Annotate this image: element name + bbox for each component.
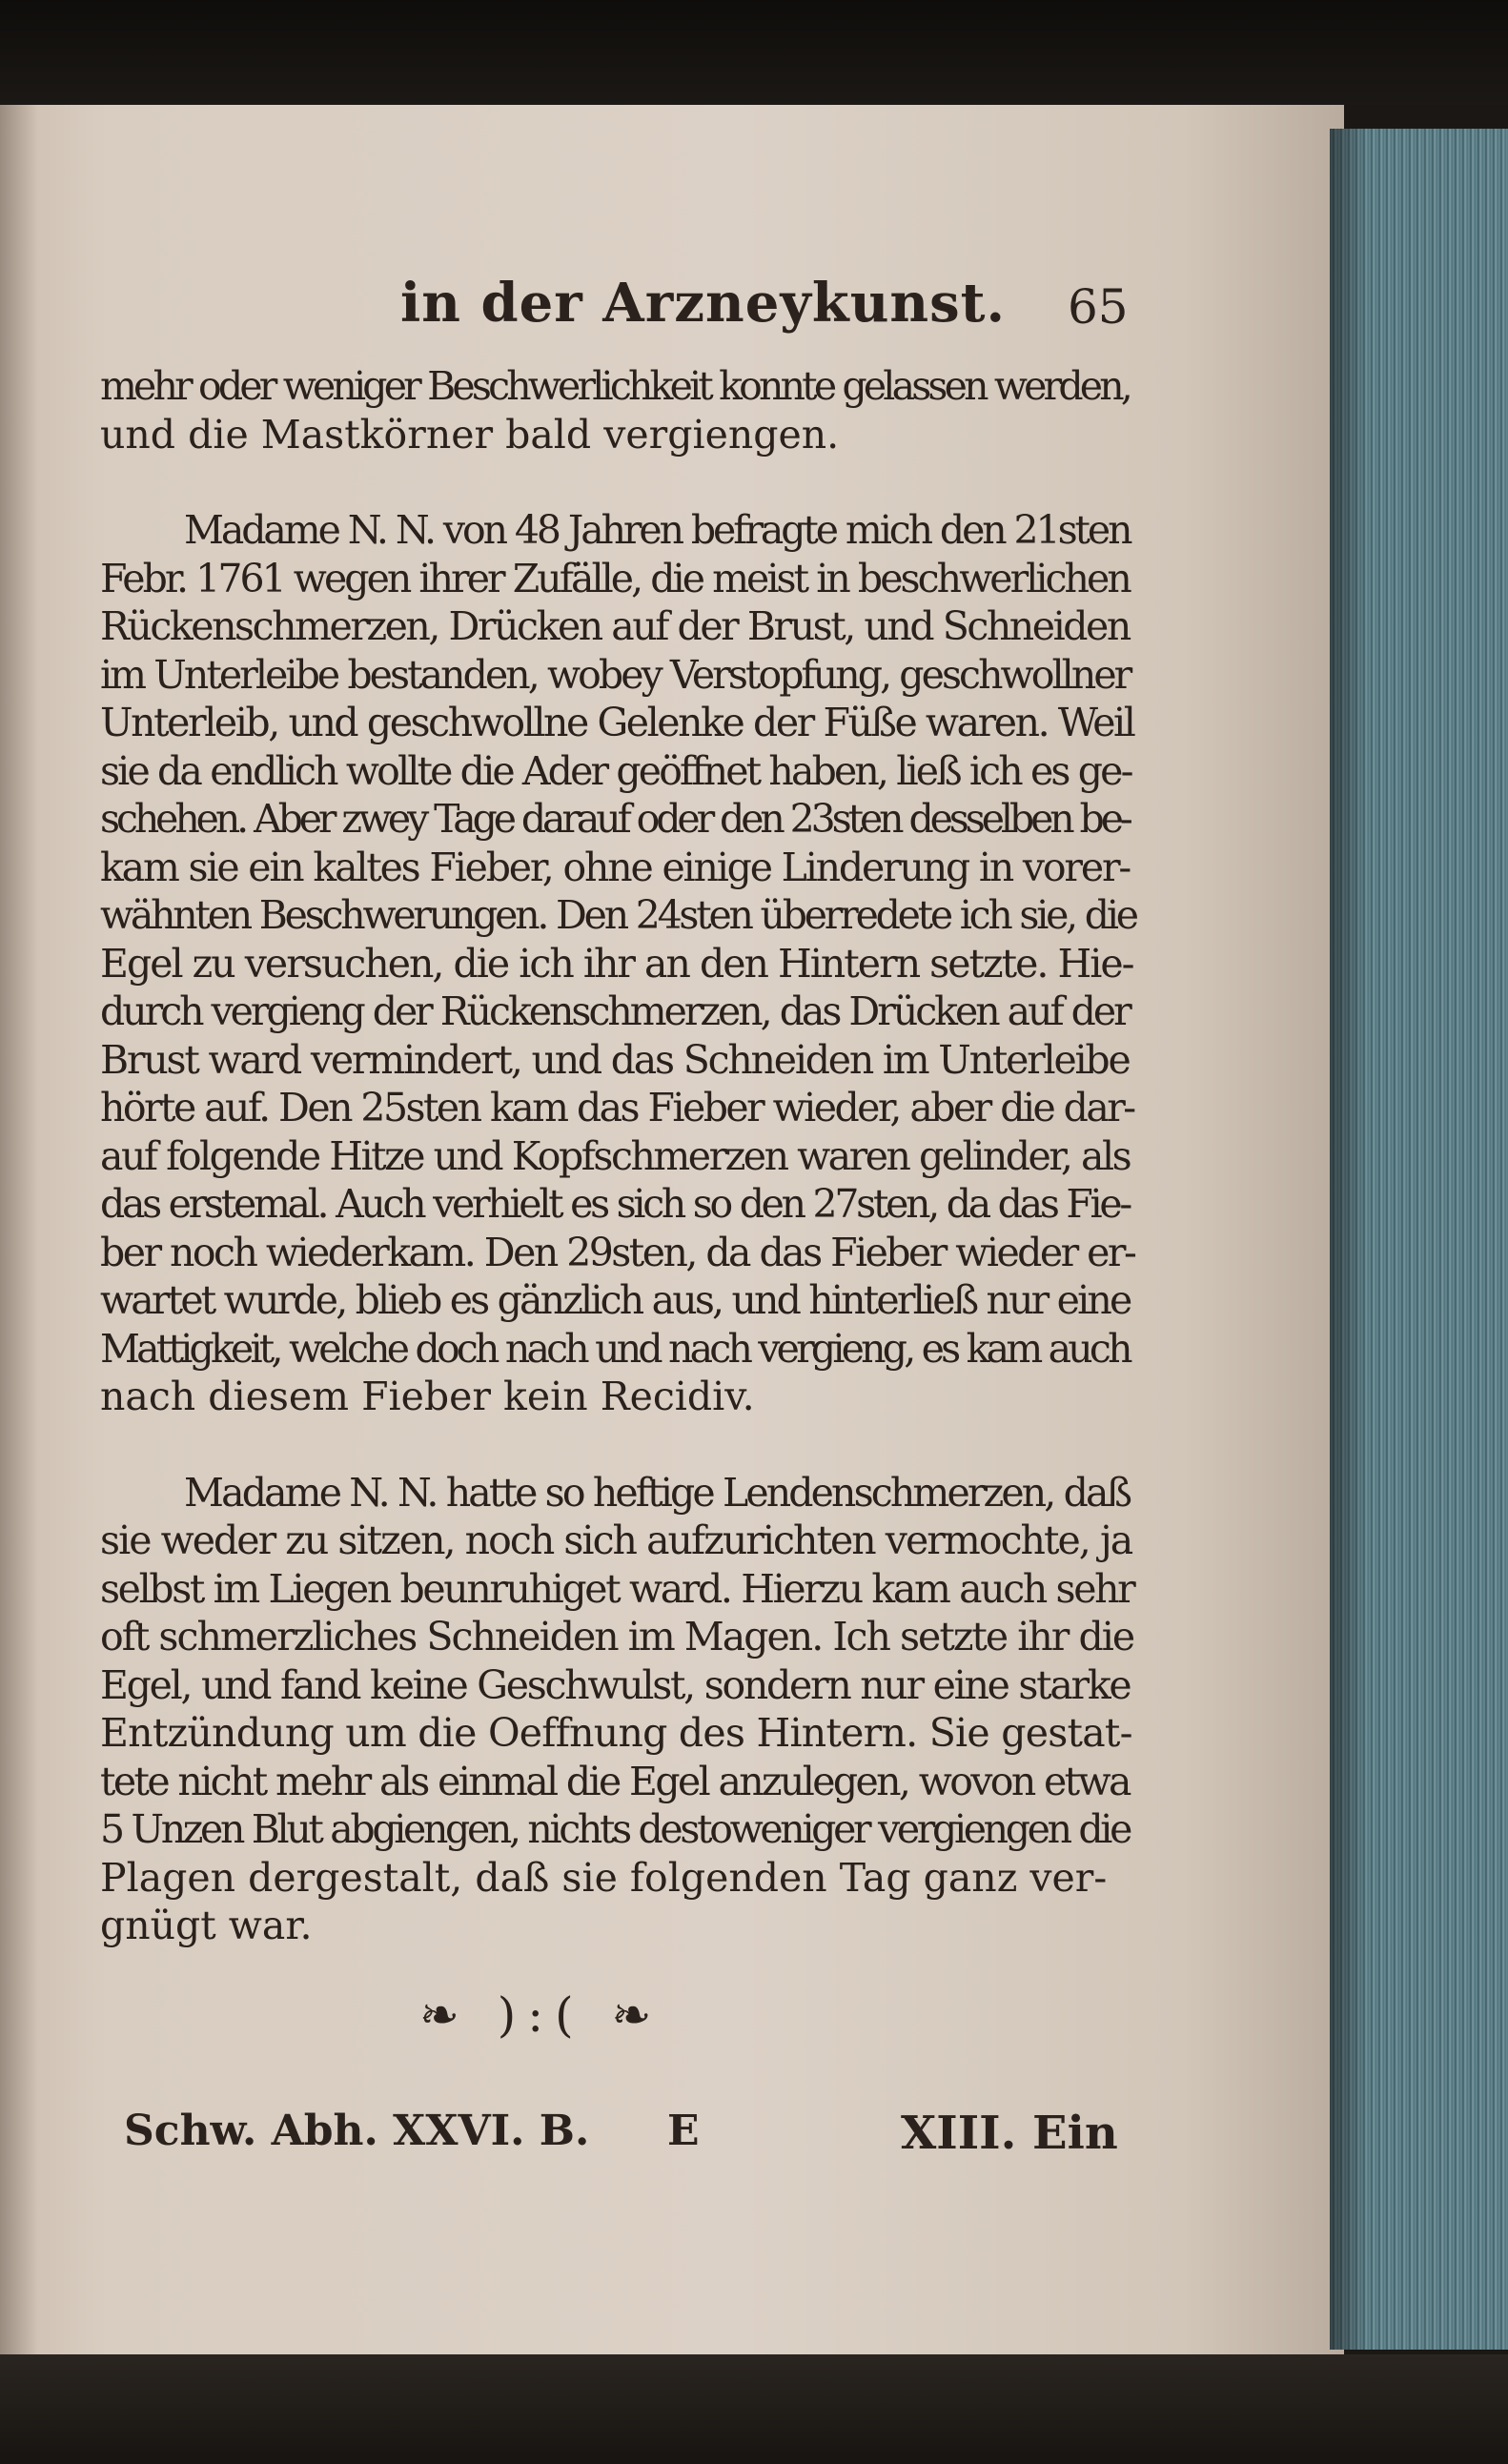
text-line: Rückenschmerzen, Drücken auf der Brust, und Schneiden [100, 603, 1130, 649]
text-line: Febr. 1761 wegen ihrer Zufälle, die meist in beschwerlichen [100, 555, 1130, 601]
text-line: und die Mastkörner bald vergiengen. [100, 411, 840, 458]
text-line: Egel, und fand keine Geschwulst, sondern nur eine starke [100, 1661, 1131, 1708]
text-line: selbst im Liegen beunruhiget ward. Hierzu kam auch sehr [100, 1565, 1134, 1612]
text-line: gnügt war. [100, 1903, 313, 1948]
page-edge-shadow [1330, 129, 1368, 2350]
page-gutter-shadow [0, 105, 38, 2354]
text-line: Madame N. N. von 48 Jahren befragte mich den 21sten [184, 507, 1131, 553]
background-top [0, 0, 1508, 105]
text-line: wähnten Beschwerungen. Den 24sten überredete ich sie, die [100, 892, 1136, 938]
text-line: sie da endlich wollte die Ader geöffnet haben, ließ ich es ge- [100, 747, 1131, 794]
page-footer [0, 2107, 1344, 2173]
catchword: XIII. Ein [901, 2107, 1118, 2160]
text-line: Entzündung um die Oeffnung des Hintern. Sie gestat- [100, 1710, 1132, 1756]
page-header [0, 272, 1344, 348]
text-line: auf folgende Hitze und Kopfschmerzen waren gelinder, als [100, 1132, 1131, 1179]
text-line: hörte auf. Den 25sten kam das Fieber wieder, aber die dar- [100, 1085, 1134, 1130]
paragraph-3 [100, 1469, 1134, 1950]
text-line: Unterleib, und geschwollne Gelenke der Füße waren. Weil [100, 700, 1134, 745]
text-line: oft schmerzliches Schneiden im Magen. Ich setzte ihr die [100, 1614, 1134, 1660]
text-line: Brust ward vermindert, und das Schneiden im Unterleibe [100, 1036, 1130, 1083]
text-line: Madame N. N. hatte so heftige Lendenschmerzen, daß [184, 1469, 1131, 1516]
text-line: ber noch wiederkam. Den 29sten, da das Fieber wieder er- [100, 1229, 1135, 1275]
background-bottom [0, 2354, 1508, 2464]
text-line: mehr oder weniger Beschwerlichkeit konnte gelassen werden, [100, 363, 1130, 409]
text-line: durch vergieng der Rückenschmerzen, das Drücken auf der [100, 988, 1130, 1034]
text-line: Egel zu versuchen, die ich ihr an den Hintern setzte. Hie- [100, 940, 1133, 987]
paragraph-2 [100, 506, 1136, 1421]
signature-line: Schw. Abh. XXVI. B. [124, 2107, 590, 2155]
text-line: das erstemal. Auch verhielt es sich so den 27sten, da das Fie- [100, 1181, 1130, 1227]
text-line: wartet wurde, blieb es gänzlich aus, und hinterließ nur eine [100, 1277, 1131, 1323]
text-line: tete nicht mehr als einmal die Egel anzulegen, wovon etwa [100, 1758, 1130, 1804]
text-line: im Unterleibe bestanden, wobey Verstopfung, geschwollner [100, 651, 1131, 698]
text-line: nach diesem Fieber kein Recidiv. [100, 1374, 755, 1419]
text-line: schehen. Aber zwey Tage darauf oder den 23sten desselben be- [100, 796, 1130, 842]
text-line: 5 Unzen Blut abgiengen, nichts destoweniger vergiengen die [100, 1806, 1131, 1852]
text-line: Plagen dergestalt, daß sie folgenden Tag ganz ver- [100, 1854, 1108, 1901]
signature-mark: E [667, 2107, 700, 2155]
paragraph-1 [100, 362, 1130, 458]
ornament-divider: ❧ ):( ❧ [419, 1987, 663, 2043]
text-line: sie weder zu sitzen, noch sich aufzurichten vermochte, ja [100, 1517, 1132, 1563]
running-head: in der Arzneykunst. [400, 272, 1007, 335]
text-line: Mattigkeit, welche doch nach und nach vergieng, es kam auch [100, 1325, 1130, 1372]
text-line: kam sie ein kaltes Fieber, ohne einige Linderung in vorer- [100, 844, 1131, 890]
page-number: 65 [1068, 279, 1129, 335]
body-text [100, 362, 1136, 1950]
